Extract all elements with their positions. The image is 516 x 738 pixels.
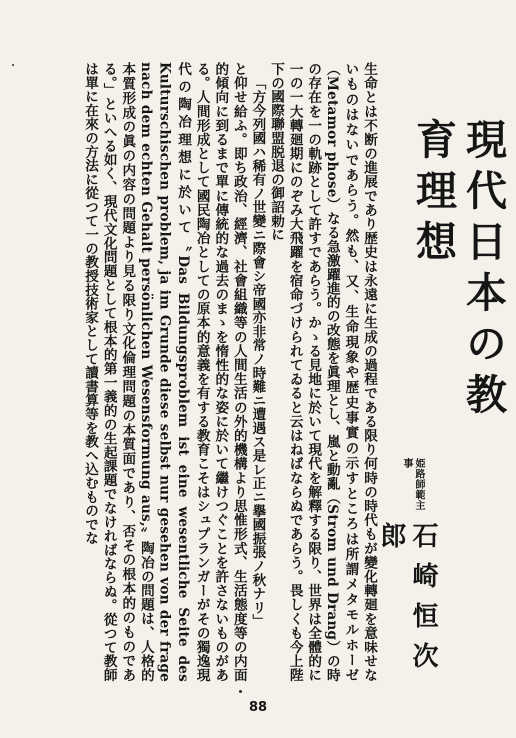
ink-speck [239, 690, 242, 693]
ink-speck [12, 64, 14, 66]
author-name: 石崎恒次郎 [376, 522, 438, 682]
author-affiliation: 姫路師範主事 [401, 458, 424, 511]
paragraph-2: と仰せ給ふ。即ち政治、經濟、社會組織等の人間生活の外的機構より思惟形式、生活態度等の内面的傾向に到るまで單に傳統的な過去のまゝを惰性的な姿に於いて繼けつぐことを許さないものがある。人間形成として國民陶冶としての原本的意義を有する教育こそはシュプランガーがその獨逸現代の陶冶理想に於いて〝Das Bildungsproblem ist eine wesentliche Seite des Kulturschischen problem, ja im Grunde diese selbst nur gesehen von der frage nach dem echten Gehalt persönlichen Wesensformung aus,〟陶冶の問題は、人格的本質形成の眞の内容の問題より見る限り文化倫理問題の本質面であり、否その根本的のものである。」といへる如く、現代文化問題として根本的第一義的の生起課題でなければならぬ。從つて教師は單に在來の方法に從つて一の教授技術家として讀書算等を教へ込むものでな [82, 62, 247, 682]
article-title: 現代日本の教育理想 [409, 118, 507, 424]
imperial-rescript-quote: 「方今列國ハ稀有ノ世變ニ際會シ帝國亦非常ノ時難ニ遭遇ス是レ正ニ擧國振張ノ秋ナリ」 [249, 76, 266, 628]
paragraph-1: 生命とは不断の進展であり歴史は永遠に生成の過程である限り何時の時代もが變化轉廻を意味せないものはないであらう。然も、又、生命現象や歴史事實の示すところは所謂メタモルホーゼ（Metamor phose）なる急激躍進的の改態を眞理とし、嵐と動亂（Strom und Drang）の時の存在を一の軌跡として許すであらう。かゝる見地に於いて現代を解釋する限り、世界は全體的に一の一大轉廻期にのぞみ大飛躍を宿命づけられてゐると云はねばならぬであらう。畏しくも今上陛下の國際聯盟脱退の御詔勅に [268, 62, 377, 682]
body-text [8, 62, 378, 682]
page-number: 88 [248, 700, 268, 715]
